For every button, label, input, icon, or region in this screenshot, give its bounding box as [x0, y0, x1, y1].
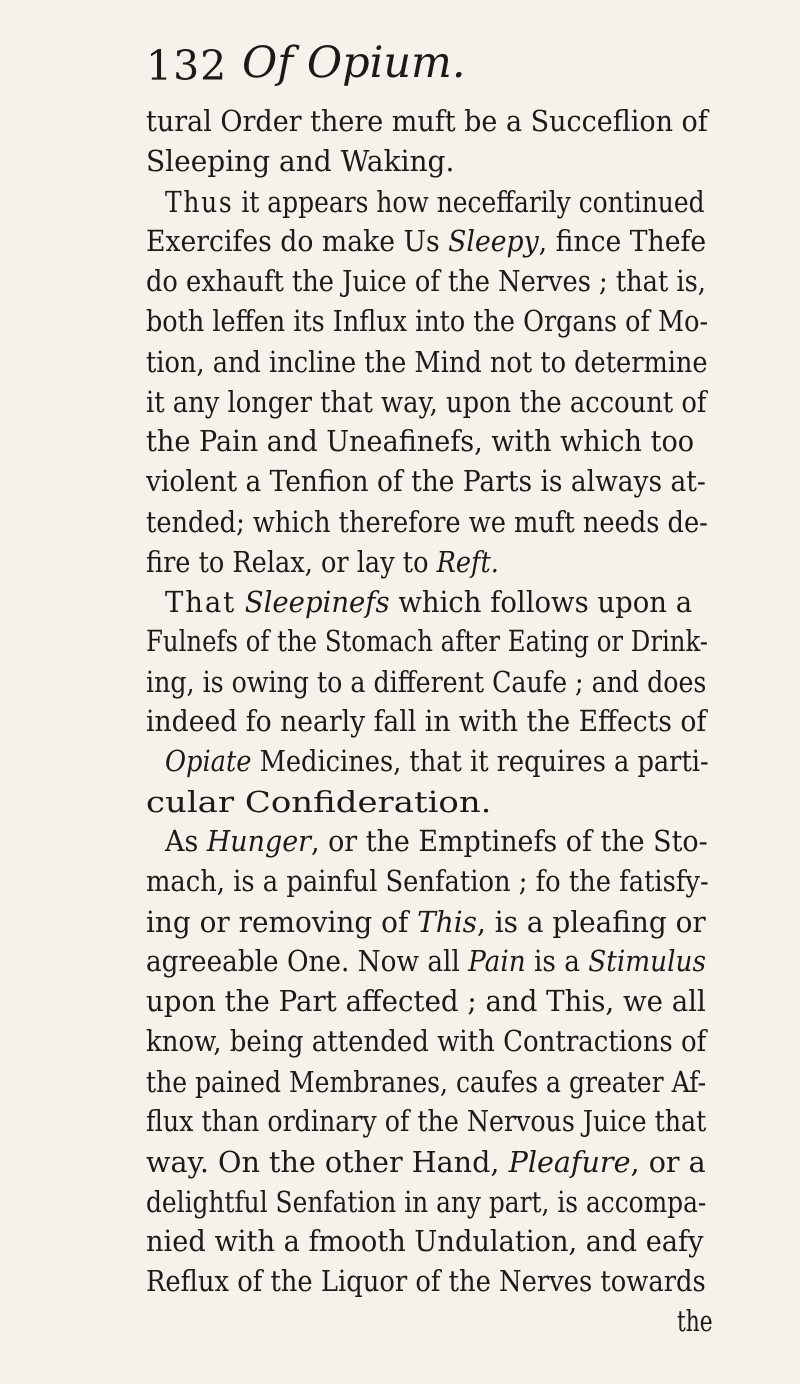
text-line — [146, 1063, 706, 1101]
text-line — [165, 183, 705, 221]
text-line — [146, 422, 694, 460]
text-line — [146, 982, 706, 1020]
text-line — [165, 583, 692, 621]
italic-text: Pain — [468, 944, 526, 978]
text-line — [146, 1102, 706, 1140]
text-segment: Reflux of the Liquor of the Nerves towards — [146, 1264, 706, 1298]
text-segment: nied with a fmooth Undulation, and eafy — [146, 1224, 704, 1258]
text-line — [146, 503, 708, 541]
text-line — [146, 543, 499, 581]
text-segment: delightful Senfation in any part, is accompa- — [146, 1185, 707, 1219]
italic-text: Sleepinefs — [244, 585, 390, 619]
italic-text: Stimulus — [588, 944, 706, 978]
text-segment: the — [677, 1304, 713, 1338]
text-line — [165, 822, 708, 860]
text-line — [146, 1262, 706, 1300]
text-segment: is a — [525, 944, 589, 978]
text-segment: Exercifes do make Us — [146, 224, 449, 258]
running-title: Of Opium. — [242, 38, 466, 88]
text-segment: violent a Tenfion of the Parts is always at- — [146, 464, 706, 498]
text-line — [146, 343, 708, 381]
text-line — [146, 702, 706, 740]
text-line — [165, 742, 709, 780]
text-segment: way. On the other Hand, — [146, 1145, 509, 1179]
text-segment: it any longer that way, upon the account of — [146, 385, 707, 419]
text-segment: which follows upon a — [389, 585, 693, 619]
text-segment: tended; which therefore we muft needs de- — [146, 505, 708, 539]
text-segment: agreeable One. Now all — [146, 944, 469, 978]
text-segment: do exhauft the Juice of the Nerves ; that is, — [146, 264, 706, 298]
text-segment: tural Order there muft be a Succeflion of — [146, 104, 708, 138]
text-segment: , or a — [630, 1145, 706, 1179]
page-number: 132 — [146, 42, 228, 90]
italic-text: This — [417, 905, 477, 939]
text-line — [146, 222, 706, 260]
text-line — [146, 1183, 706, 1221]
text-segment: Sleeping and Waking. — [146, 144, 455, 178]
text-line — [146, 663, 706, 701]
text-line — [146, 942, 706, 980]
text-segment: both leffen its Influx into the Organs of Mo- — [146, 304, 709, 338]
text-line — [146, 462, 706, 500]
text-line — [146, 1143, 706, 1181]
text-segment: upon the Part affected ; and This, we all — [146, 984, 706, 1018]
text-segment: Fulnefs of the Stomach after Eating or Drink- — [146, 624, 709, 658]
text-segment: mach, is a painful Senfation ; fo the fatisfy- — [146, 864, 709, 898]
text-segment: , fince Thefe — [538, 224, 707, 258]
text-line — [146, 622, 708, 660]
text-line — [146, 862, 709, 900]
text-segment: ing or removing of — [146, 905, 418, 939]
italic-text: Reft. — [436, 545, 499, 579]
text-segment: ing, is owing to a different Caufe ; and does — [146, 665, 707, 699]
text-segment: As — [165, 824, 207, 858]
text-line — [146, 302, 708, 340]
text-line — [146, 383, 706, 421]
text-segment: , is a pleafing or — [476, 905, 706, 939]
small-caps-text: That — [165, 585, 237, 619]
small-caps-text: Thus — [165, 185, 234, 219]
text-segment: the pained Membranes, caufes a greater Af- — [146, 1065, 707, 1099]
text-line — [677, 1302, 713, 1340]
text-segment: , or the Emptinefs of the Sto- — [310, 824, 708, 858]
text-line — [146, 102, 708, 140]
text-segment: it appears how neceffarily continued — [233, 185, 705, 219]
italic-text: Hunger — [206, 824, 311, 858]
text-line — [146, 783, 491, 821]
text-segment: know, being attended with Contractions of — [146, 1024, 707, 1058]
text-segment: tion, and incline the Mind not to determine — [146, 345, 708, 379]
text-line — [146, 142, 454, 180]
text-line — [146, 262, 706, 300]
text-line — [146, 1222, 704, 1260]
text-segment: Medicines, that it requires a parti- — [251, 744, 709, 778]
italic-text: Sleepy — [448, 224, 539, 258]
text-line — [146, 1022, 706, 1060]
text-segment: indeed fo nearly fall in with the Effects of — [146, 704, 707, 738]
text-segment: the Pain and Uneafinefs, with which too — [146, 424, 695, 458]
text-segment: cular Confideration. — [146, 785, 492, 819]
italic-text: Pleafure — [508, 1145, 631, 1179]
text-segment: fire to Relax, or lay to — [146, 545, 437, 579]
text-segment: flux than ordinary of the Nervous Juice that — [146, 1104, 707, 1138]
text-line — [146, 903, 706, 941]
italic-text: Opiate — [165, 744, 252, 778]
text-segment — [236, 585, 245, 619]
